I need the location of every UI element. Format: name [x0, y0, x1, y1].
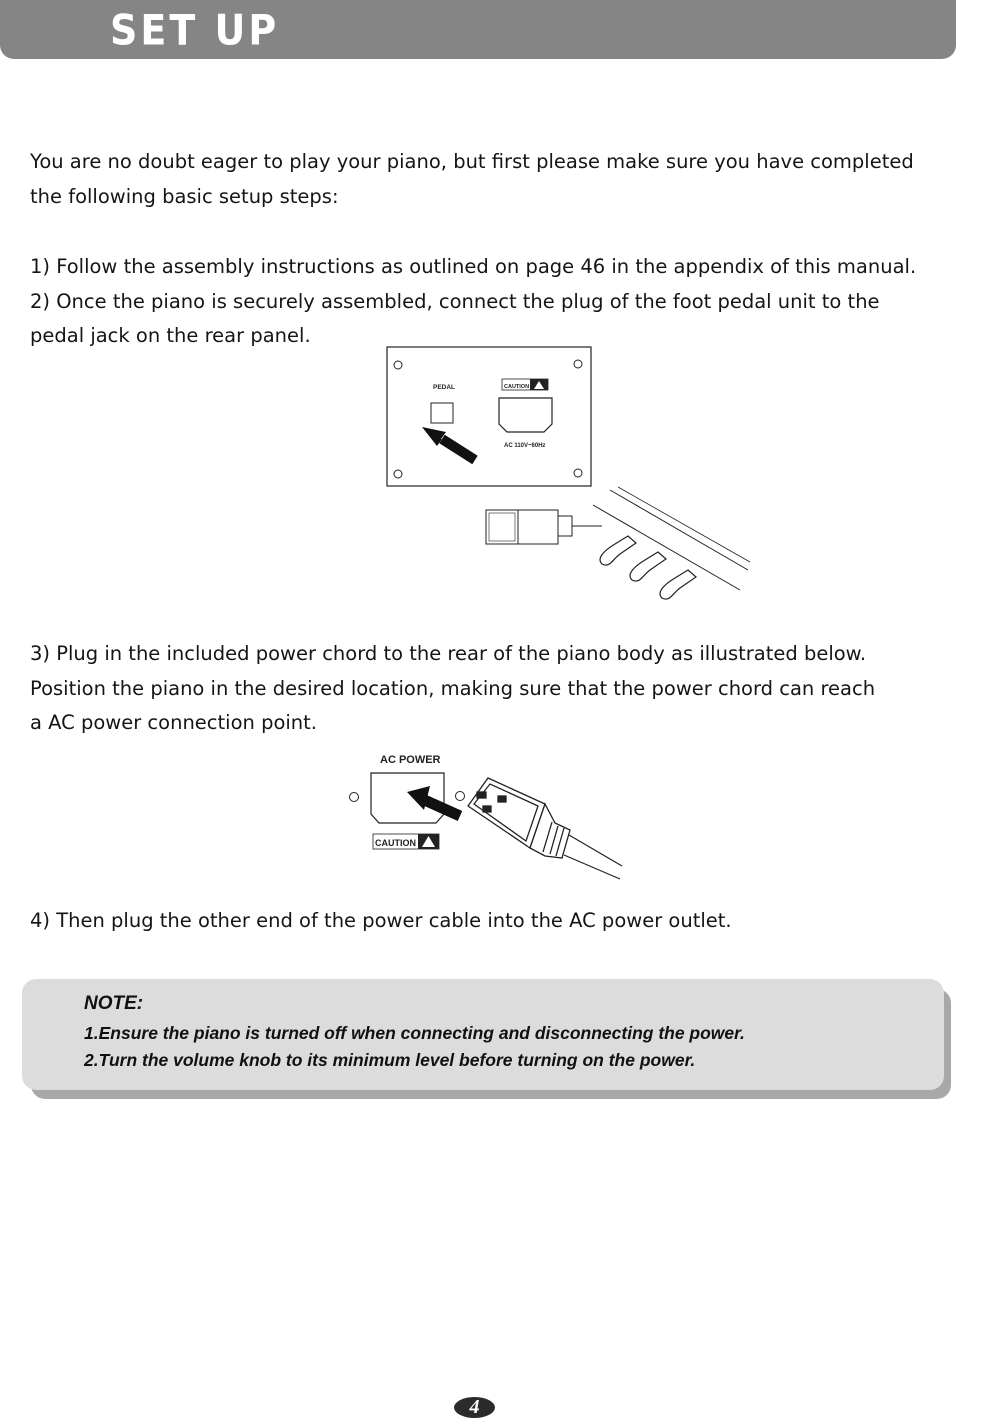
page-number: 4 [469, 1396, 480, 1418]
steps-1-2 [30, 250, 916, 354]
power-cable [569, 835, 622, 866]
step-3 [30, 637, 875, 741]
intro-line-1: You are no doubt eager to play your piano, but first please make sure you have completed [30, 150, 914, 173]
power-cord-plug [468, 778, 570, 858]
pedal-jack-label: PEDAL [433, 384, 456, 391]
svg-text:CAUTION: CAUTION [504, 384, 530, 390]
socket-screw [456, 792, 465, 801]
note-line-2: 2.Turn the volume knob to its minimum level before turning on the power. [84, 1050, 696, 1070]
note-title: NOTE: [84, 993, 144, 1014]
power-cord-figure [340, 748, 630, 883]
step-1-text: 1) Follow the assembly instructions as outlined on page 46 in the appendix of this manual. [30, 255, 917, 278]
note-line-1: 1.Ensure the piano is turned off when connecting and disconnecting the power. [84, 1023, 745, 1043]
svg-text:CAUTION: CAUTION [375, 838, 416, 848]
ac-voltage-label: AC 110V~60Hz [504, 443, 546, 449]
step-4 [30, 904, 732, 939]
step-4-text: 4) Then plug the other end of the power cable into the AC power outlet. [30, 909, 732, 932]
step-3-line-2: Position the piano in the desired location, making sure that the power chord can reach [30, 676, 876, 700]
socket-screw [350, 793, 359, 802]
step-2-line-1: 2) Once the piano is securely assembled, connect the plug of the foot pedal unit to the [30, 289, 880, 313]
ac-power-label: AC POWER [380, 754, 441, 766]
intro-paragraph [30, 145, 914, 214]
pedal-jack [431, 403, 453, 423]
step-3-line-3: a AC power connection point. [30, 711, 317, 734]
page-title: SET UP [110, 6, 280, 55]
pedal-connection-figure [380, 340, 760, 610]
intro-line-2: the following basic setup steps: [30, 184, 339, 208]
step-2-line-2: pedal jack on the rear panel. [30, 324, 311, 347]
ac-socket [499, 398, 552, 432]
rear-panel [387, 347, 591, 486]
step-3-line-1: 3) Plug in the included power chord to the rear of the piano body as illustrated below. [30, 642, 867, 665]
pedals [600, 536, 696, 599]
